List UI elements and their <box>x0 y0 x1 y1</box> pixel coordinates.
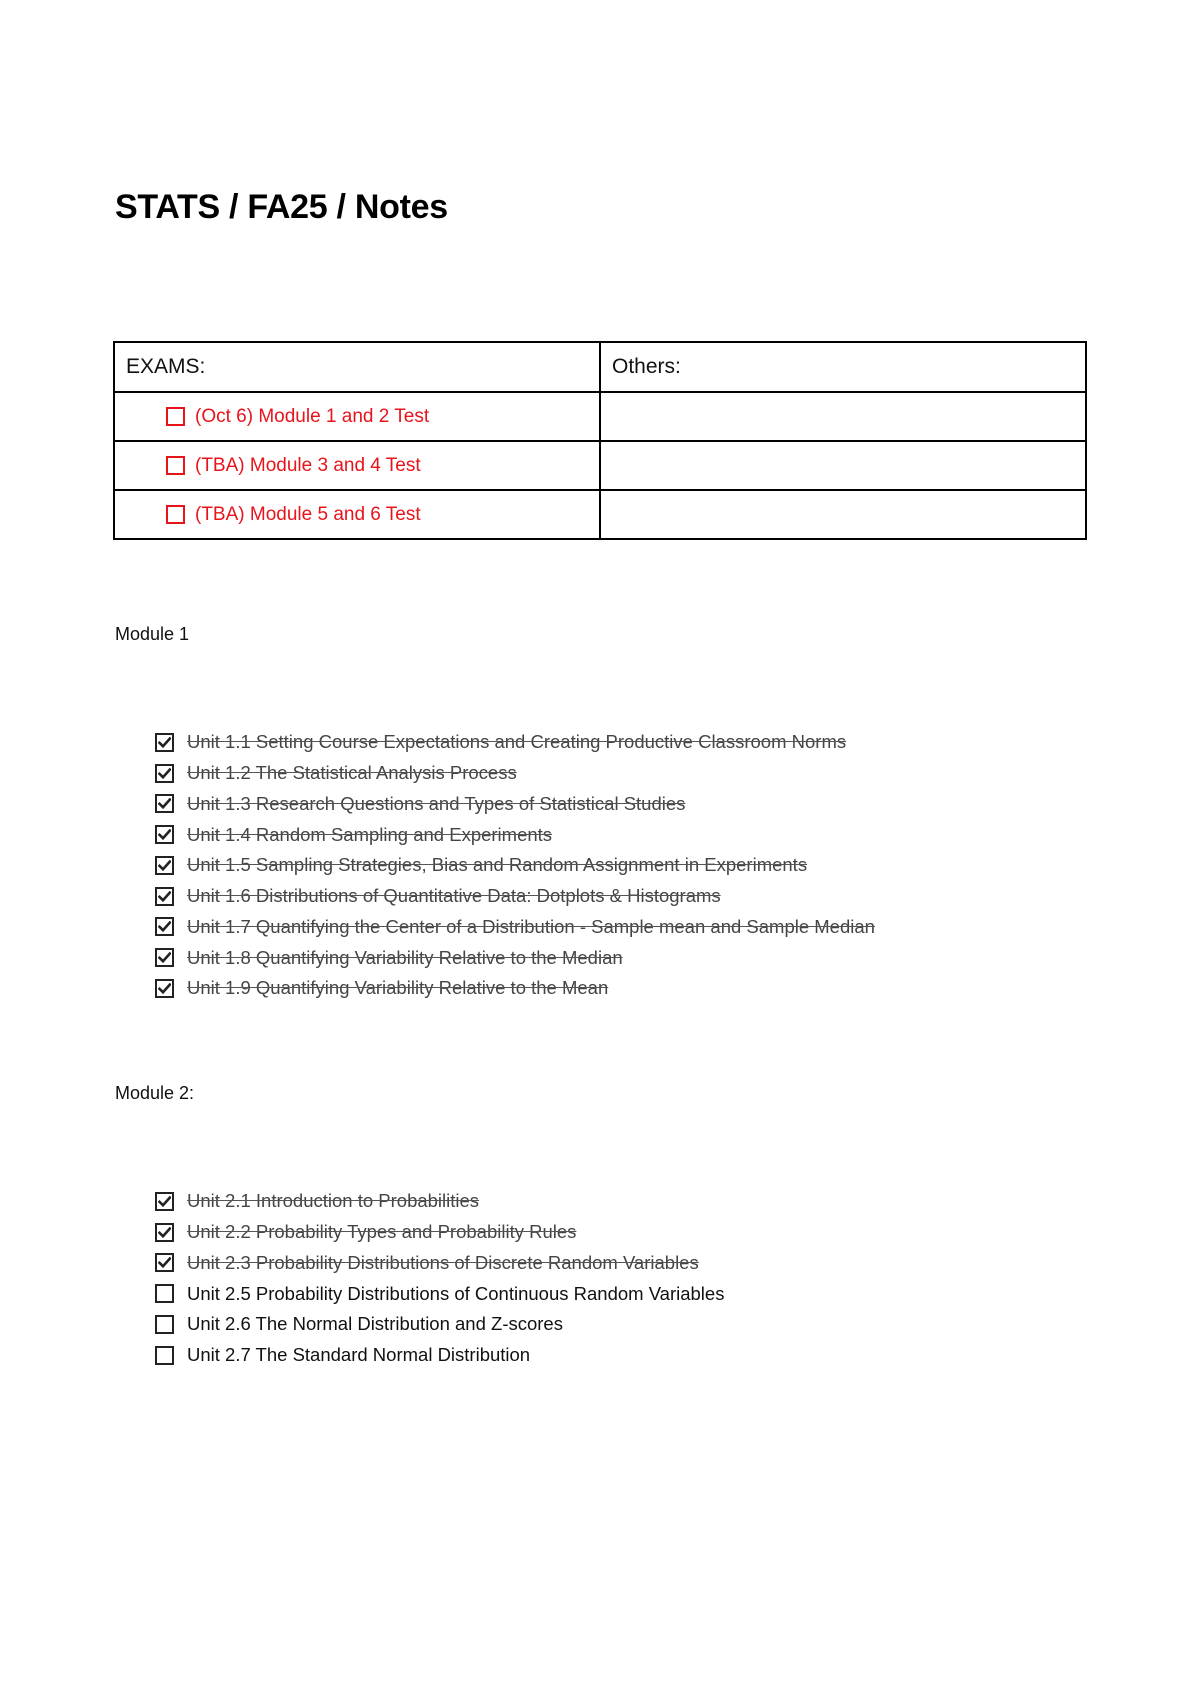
exam-label: (TBA) Module 3 and 4 Test <box>195 454 421 476</box>
list-item <box>155 727 875 758</box>
other-cell[interactable] <box>600 392 1086 441</box>
other-cell[interactable] <box>600 490 1086 539</box>
module-2-checklist <box>155 1186 724 1371</box>
checked-checkbox-icon[interactable] <box>155 917 174 936</box>
checked-checkbox-icon[interactable] <box>155 733 174 752</box>
checked-checkbox-icon[interactable] <box>155 794 174 813</box>
unit-label: Unit 1.2 The Statistical Analysis Process <box>187 762 517 784</box>
list-item <box>155 881 875 912</box>
others-column-header: Others: <box>600 342 1086 392</box>
list-item <box>155 850 875 881</box>
unit-label: Unit 1.1 Setting Course Expectations and Creating Productive Classroom Norms <box>187 731 847 753</box>
list-item <box>155 789 875 820</box>
page-title: STATS / FA25 / Notes <box>115 188 448 226</box>
list-item <box>155 1309 724 1340</box>
unit-label: Unit 2.7 The Standard Normal Distribution <box>187 1344 531 1366</box>
exam-label: (Oct 6) Module 1 and 2 Test <box>195 405 430 427</box>
table-row <box>114 490 1086 539</box>
unit-label: Unit 1.7 Quantifying the Center of a Distribution - Sample mean and Sample Median <box>187 915 875 937</box>
list-item <box>155 819 875 850</box>
checked-checkbox-icon[interactable] <box>155 1192 174 1211</box>
exams-table <box>113 341 1087 540</box>
list-item <box>155 1217 724 1248</box>
list-item <box>155 1340 724 1371</box>
module-1-checklist <box>155 727 875 1004</box>
unit-label: Unit 2.5 Probability Distributions of Continuous Random Variables <box>187 1282 725 1304</box>
list-item <box>155 758 875 789</box>
list-item <box>155 912 875 943</box>
exam-label: (TBA) Module 5 and 6 Test <box>195 503 421 525</box>
unit-label: Unit 1.5 Sampling Strategies, Bias and Random Assignment in Experiments <box>187 854 808 876</box>
exam-checkbox[interactable] <box>166 456 185 475</box>
list-item <box>155 1186 724 1217</box>
unit-label: Unit 2.6 The Normal Distribution and Z-scores <box>187 1313 563 1335</box>
unit-label: Unit 2.3 Probability Distributions of Discrete Random Variables <box>187 1251 699 1273</box>
unit-label: Unit 1.4 Random Sampling and Experiments <box>187 823 553 845</box>
unchecked-checkbox-icon[interactable] <box>155 1315 174 1334</box>
unchecked-checkbox-icon[interactable] <box>155 1284 174 1303</box>
checked-checkbox-icon[interactable] <box>155 948 174 967</box>
list-item <box>155 1278 724 1309</box>
module-1-heading: Module 1 <box>115 624 190 644</box>
list-item <box>155 942 875 973</box>
exam-cell <box>114 392 600 441</box>
unit-label: Unit 2.2 Probability Types and Probability Rules <box>187 1221 577 1243</box>
exam-cell <box>114 490 600 539</box>
unit-label: Unit 1.3 Research Questions and Types of Statistical Studies <box>187 792 686 814</box>
module-2-heading: Module 2: <box>115 1083 195 1103</box>
unit-label: Unit 2.1 Introduction to Probabilities <box>187 1190 480 1212</box>
checked-checkbox-icon[interactable] <box>155 764 174 783</box>
unit-label: Unit 1.9 Quantifying Variability Relative to the Mean <box>187 977 609 999</box>
unchecked-checkbox-icon[interactable] <box>155 1346 174 1365</box>
unit-label: Unit 1.6 Distributions of Quantitative Data: Dotplots & Histograms <box>187 885 721 907</box>
checked-checkbox-icon[interactable] <box>155 856 174 875</box>
exams-table-header-row <box>114 342 1086 392</box>
list-item <box>155 973 875 1004</box>
checked-checkbox-icon[interactable] <box>155 979 174 998</box>
exam-checkbox[interactable] <box>166 505 185 524</box>
exam-checkbox[interactable] <box>166 407 185 426</box>
exam-cell <box>114 441 600 490</box>
other-cell[interactable] <box>600 441 1086 490</box>
exams-column-header: EXAMS: <box>114 342 600 392</box>
checked-checkbox-icon[interactable] <box>155 887 174 906</box>
unit-label: Unit 1.8 Quantifying Variability Relative to the Median <box>187 946 623 968</box>
list-item <box>155 1248 724 1279</box>
table-row <box>114 441 1086 490</box>
checked-checkbox-icon[interactable] <box>155 825 174 844</box>
checked-checkbox-icon[interactable] <box>155 1253 174 1272</box>
checked-checkbox-icon[interactable] <box>155 1223 174 1242</box>
table-row <box>114 392 1086 441</box>
